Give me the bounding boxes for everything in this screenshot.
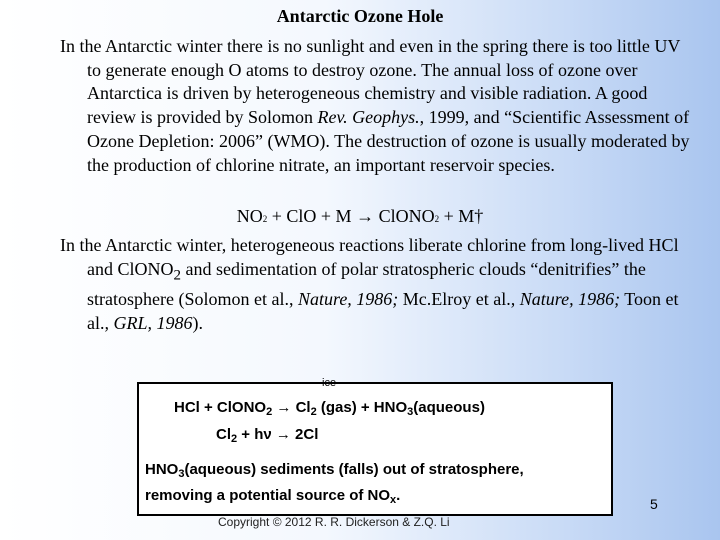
slide-title: Antarctic Ozone Hole: [276, 6, 444, 26]
r2-part-a: Cl: [216, 426, 231, 443]
r3-part-a: HNO: [145, 461, 179, 478]
r1-arrow: →: [272, 399, 296, 416]
p2-text-5: ).: [192, 312, 204, 333]
page-number: 5: [650, 496, 658, 512]
r1-part-c: (gas) + HNO: [316, 399, 408, 416]
ice-label: ice: [322, 377, 337, 389]
paragraph-antarctic-winter: [60, 35, 697, 177]
r1-sub-2: 2: [310, 406, 317, 418]
eq-sub-1: 2: [262, 214, 268, 224]
paragraph-heterogeneous-reactions: [60, 234, 697, 335]
chlorine-nitrate-equation: [0, 206, 720, 227]
p2-cite-3: , GRL, 1986: [104, 312, 193, 333]
p1-text-2: , 1999, and “Scientific Assessment of Ozone Depletion: 2006” (WMO). The destruction of ozone is usually moderated by the production of chlorine nitrate, an important reservoir species.: [87, 107, 690, 175]
r1-part-d: (aqueous): [413, 399, 485, 416]
p1-journal: Rev. Geophys.: [317, 107, 420, 128]
reaction-hcl-clono2: [174, 377, 485, 418]
r1-sub-1: 2: [266, 406, 273, 418]
reaction-box: [137, 377, 613, 516]
r3-sub-1: 3: [178, 468, 185, 480]
p2-text-2: and sedimentation of polar stratospheric clouds “denitrifies” the stratosphere (Solomon et al.,: [87, 258, 646, 309]
p2-cite-2: , Nature, 1986;: [510, 289, 621, 309]
eq-part-c: + M†: [439, 206, 484, 226]
eq-sub-2: 2: [434, 214, 440, 224]
r3-part-c: removing a potential source of NO: [145, 487, 391, 504]
p2-text-1: In the Antarctic winter, heterogeneous reactions liberate chlorine from long-lived HCl and ClONO: [60, 235, 679, 279]
r1-part-a: HCl + ClONO: [174, 399, 267, 416]
r3-part-d: .: [396, 487, 401, 504]
reaction-cl2-photolysis: [216, 426, 318, 445]
r2-sub-1: 2: [231, 433, 238, 445]
p2-text-4: Toon et al.: [87, 289, 679, 333]
p1-text-1: In the Antarctic winter there is no sunlight and even in the spring there is too little UV to generate enough O atoms to destroy ozone. The annual loss of ozone over Antarctica is driven by heterogeneous chemistry and visible radiation. A good review is provided by Solomon: [60, 36, 681, 128]
hno3-sedimentation-note: [145, 459, 524, 511]
copyright-footer: Copyright © 2012 R. R. Dickerson & Z.Q. Li: [218, 515, 450, 529]
r1-sub-3: 3: [407, 406, 414, 418]
r2-part-b: + hν → 2Cl: [237, 426, 319, 443]
r1-part-b: Cl: [295, 399, 311, 416]
p2-text-3: Mc.Elroy et al.: [398, 289, 511, 309]
eq-part-b: + ClO + M → ClONO: [267, 206, 435, 226]
r3-part-b: (aqueous) sediments (falls) out of stratosphere,: [184, 461, 524, 478]
r3-sub-2: x: [390, 494, 397, 506]
eq-part-a: NO: [236, 206, 263, 226]
p2-cite-1: Nature, 1986;: [297, 289, 399, 309]
p2-sub-1: 2: [173, 267, 181, 284]
